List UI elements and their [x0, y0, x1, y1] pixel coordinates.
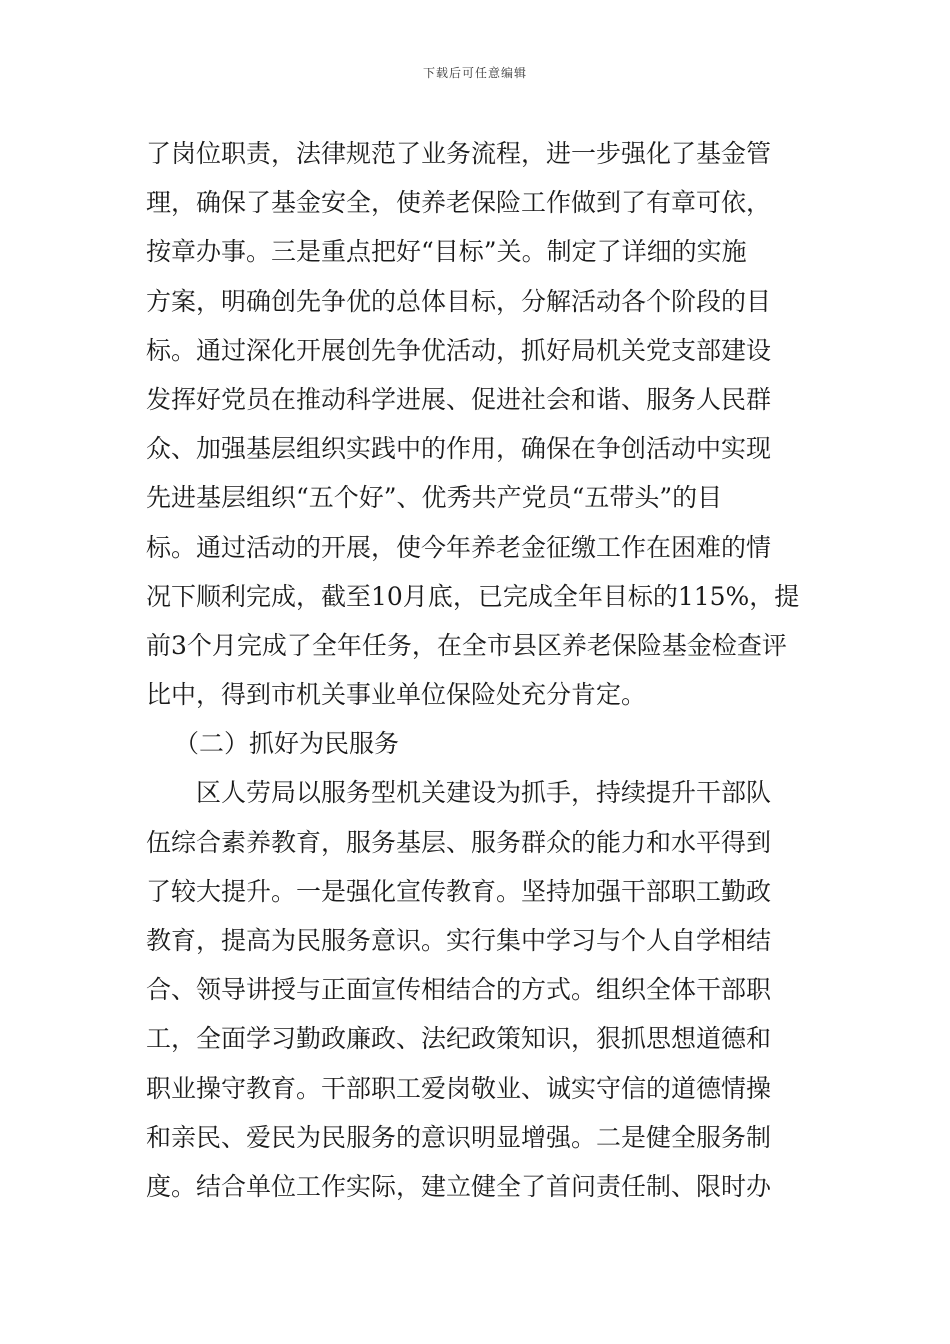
text-line: 职业操守教育。干部职工爱岗敬业、诚实守信的道德情操	[146, 1073, 772, 1103]
text-line: 前3个月完成了全年任务，在全市县区养老保险基金检查评	[146, 630, 787, 660]
text-line: 先进基层组织“五个好”、优秀共产党员“五带头”的目	[146, 483, 723, 513]
document-body	[146, 129, 814, 1211]
text-line: 伍综合素养教育，服务基层、服务群众的能力和水平得到	[146, 827, 772, 857]
text-line: 了岗位职责，法律规范了业务流程，进一步强化了基金管	[146, 139, 772, 168]
text-line: 和亲民、爱民为民服务的意识明显增强。二是健全服务制	[146, 1122, 772, 1152]
text-line: 况下顺利完成，截至10月底，已完成全年目标的115%，提	[146, 581, 800, 611]
text-line: 了较大提升。一是强化宣传教育。坚持加强干部职工勤政	[146, 876, 772, 906]
text-line: 合、领导讲授与正面宣传相结合的方式。组织全体干部职	[146, 975, 772, 1005]
text-line: 标。通过活动的开展，使今年养老金征缴工作在困难的情	[146, 532, 772, 562]
text-line: 理，确保了基金安全，使养老保险工作做到了有章可依，	[146, 188, 772, 218]
page-header: 下载后可任意编辑	[422, 66, 527, 80]
section-heading: （二）抓好为民服务	[174, 729, 400, 759]
text-line: 方案，明确创先争优的总体目标，分解活动各个阶段的目	[146, 286, 772, 316]
text-line: 工，全面学习勤政廉政、法纪政策知识，狠抓思想道德和	[146, 1024, 772, 1054]
text-line: 众、加强基层组织实践中的作用，确保在争创活动中实现	[146, 434, 772, 464]
text-line: 度。结合单位工作实际，建立健全了首问责任制、限时办	[146, 1171, 772, 1201]
text-line: 标。通过深化开展创先争优活动，抓好局机关党支部建设	[146, 335, 772, 365]
text-line: 教育，提高为民服务意识。实行集中学习与个人自学相结	[146, 926, 772, 955]
text-line: 按章办事。三是重点把好“目标”关。制定了详细的实施	[146, 237, 747, 267]
text-line: 发挥好党员在推动科学进展、促进社会和谐、服务人民群	[146, 384, 772, 414]
paragraph-first-line: 区人劳局以服务型机关建设为抓手，持续提升干部队	[196, 778, 772, 808]
text-line: 比中，得到市机关事业单位保险处充分肯定。	[146, 680, 647, 710]
